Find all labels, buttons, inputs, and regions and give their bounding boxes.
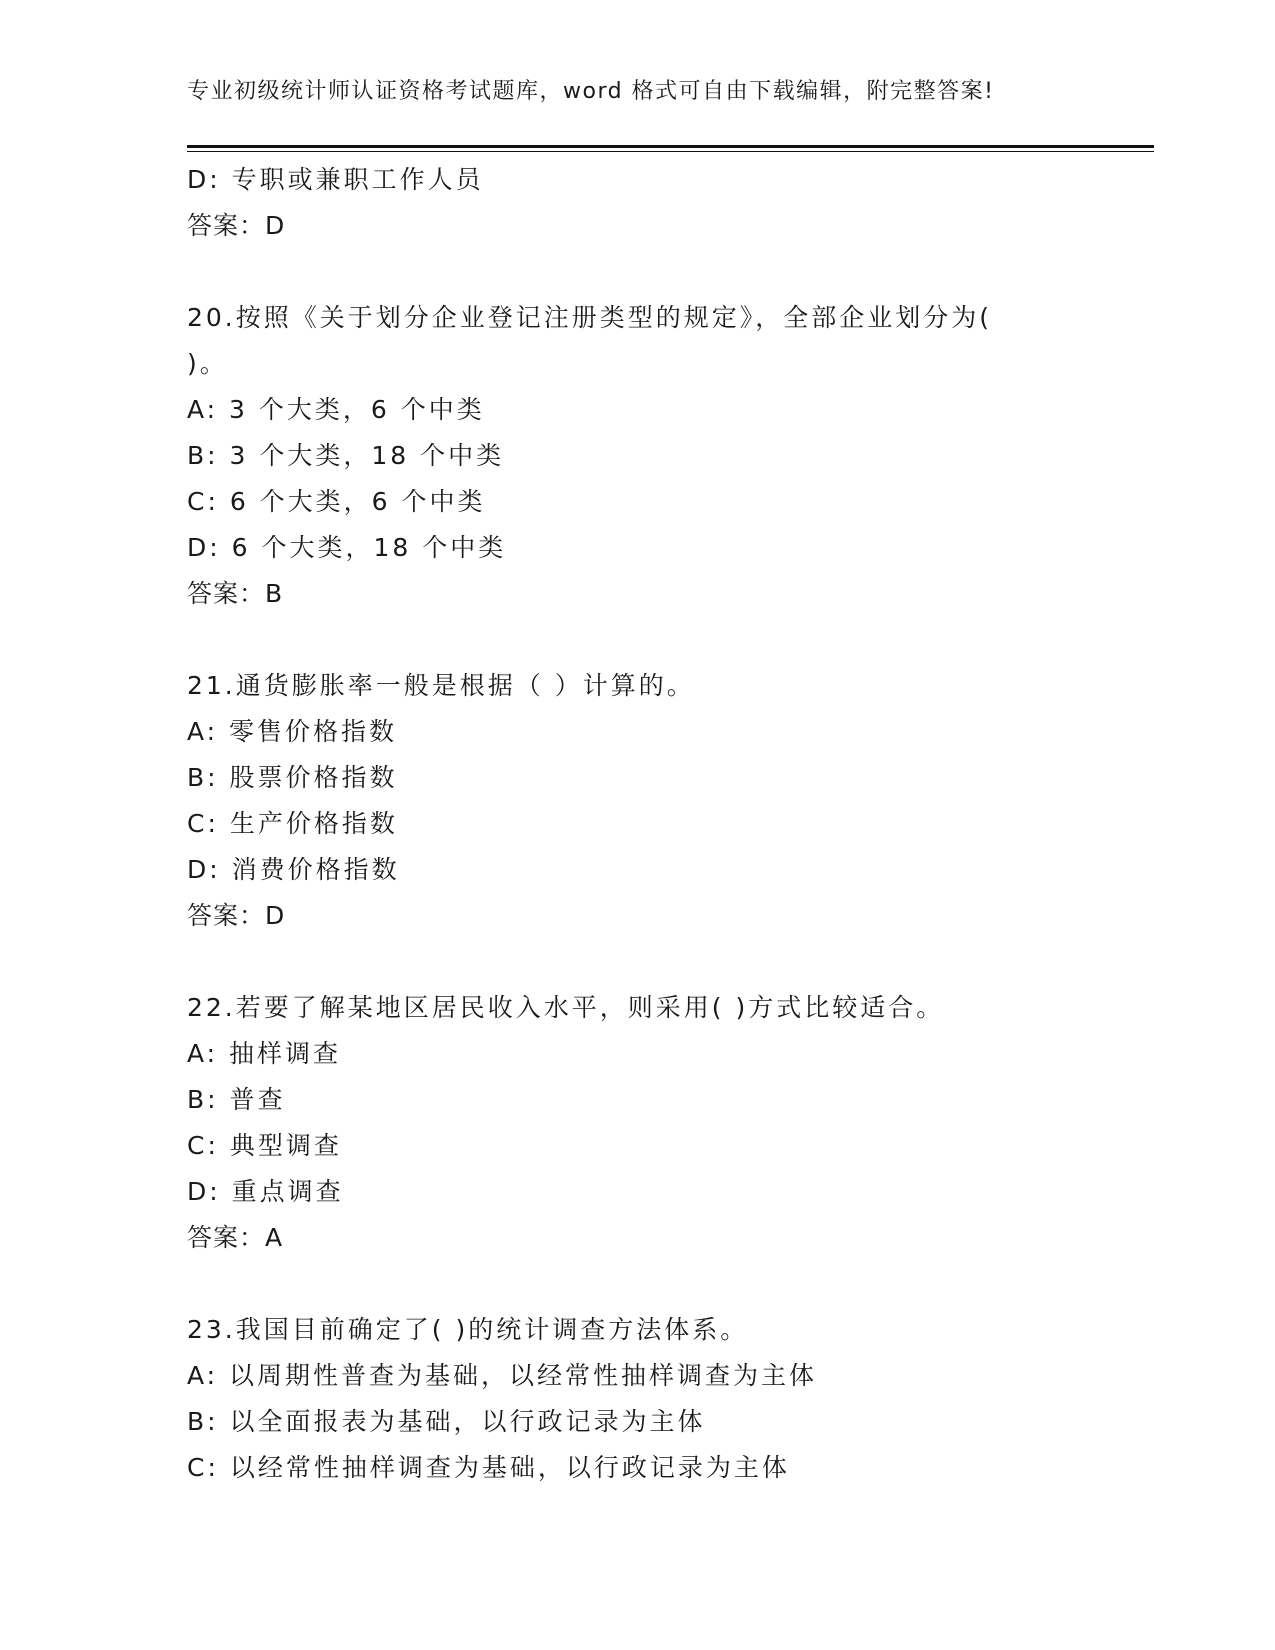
q23-option-a: A: 以周期性普查为基础，以经常性抽样调查为主体 <box>187 1361 818 1390</box>
q20-stem-line1: 20.按照《关于划分企业登记注册类型的规定》，全部企业划分为( <box>187 303 993 332</box>
header-rule-thin <box>187 151 1154 152</box>
q21-stem: 21.通货膨胀率一般是根据（ ）计算的。 <box>187 671 695 700</box>
q20-option-c: C: 6 个大类，6 个中类 <box>187 487 486 516</box>
q21-option-a: A: 零售价格指数 <box>187 717 398 746</box>
question-content <box>187 157 1087 1491</box>
q22-option-c: C: 典型调查 <box>187 1131 342 1160</box>
q21-answer: 答案：D <box>187 901 286 930</box>
q22-answer: 答案：A <box>187 1223 284 1252</box>
q21-option-b: B: 股票价格指数 <box>187 763 398 792</box>
prev-option-d: D: 专职或兼职工作人员 <box>187 165 484 194</box>
header-rule-thick <box>187 145 1154 148</box>
q23-option-c: C: 以经常性抽样调查为基础，以行政记录为主体 <box>187 1453 790 1482</box>
q21-option-d: D: 消费价格指数 <box>187 855 400 884</box>
q20-stem-line2: )。 <box>187 349 228 378</box>
q23-option-b: B: 以全面报表为基础，以行政记录为主体 <box>187 1407 706 1436</box>
q20-option-a: A: 3 个大类，6 个中类 <box>187 395 485 424</box>
q20-option-b: B: 3 个大类，18 个中类 <box>187 441 505 470</box>
q21-option-c: C: 生产价格指数 <box>187 809 398 838</box>
q22-option-a: A: 抽样调查 <box>187 1039 342 1068</box>
q23-stem: 23.我国目前确定了( )的统计调查方法体系。 <box>187 1315 749 1344</box>
q20-option-d: D: 6 个大类，18 个中类 <box>187 533 507 562</box>
prev-answer: 答案：D <box>187 211 286 240</box>
page-header-text: 专业初级统计师认证资格考试题库，word 格式可自由下载编辑，附完整答案! <box>187 79 995 104</box>
q22-option-d: D: 重点调查 <box>187 1177 344 1206</box>
q22-stem: 22.若要了解某地区居民收入水平，则采用( )方式比较适合。 <box>187 993 945 1022</box>
q20-answer: 答案：B <box>187 579 284 608</box>
q22-option-b: B: 普查 <box>187 1085 286 1114</box>
